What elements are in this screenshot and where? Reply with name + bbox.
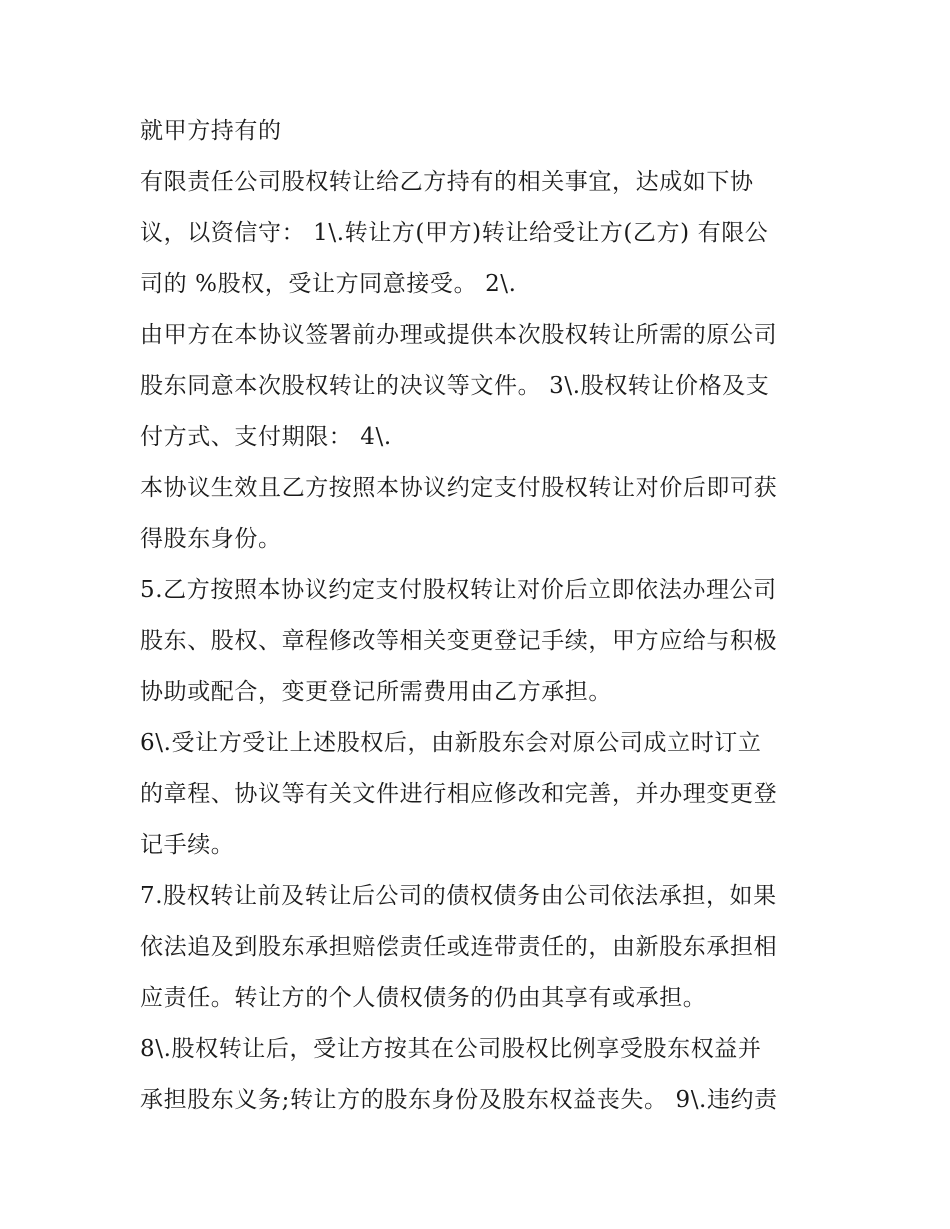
text-line: 的章程、协议等有关文件进行相应修改和完善，并办理变更登: [140, 781, 778, 807]
document-body: [140, 106, 840, 1126]
text-line: 议，以资信守： 1\.转让方(甲方)转让给受让方(乙方) 有限公: [140, 220, 769, 246]
text-line: 有限责任公司股权转让给乙方持有的相关事宜，达成如下协: [140, 169, 754, 195]
text-line: 6\.受让方受让上述股权后，由新股东会对原公司成立时订立: [140, 730, 762, 756]
text-line: 承担股东义务;转让方的股东身份及股东权益丧失。 9\.违约责: [140, 1087, 778, 1113]
text-line: 付方式、支付期限： 4\.: [140, 424, 392, 450]
text-line: 7.股权转让前及转让后公司的债权债务由公司依法承担，如果: [140, 883, 777, 909]
text-line: 协助或配合，变更登记所需费用由乙方承担。: [140, 679, 612, 705]
text-line: 由甲方在本协议签署前办理或提供本次股权转让所需的原公司: [140, 322, 778, 348]
text-line: 得股东身份。: [140, 526, 282, 552]
text-line: 5.乙方按照本协议约定支付股权转让对价后立即依法办理公司: [140, 577, 777, 603]
text-line: 就甲方持有的: [140, 118, 282, 144]
text-line: 股东同意本次股权转让的决议等文件。 3\.股权转让价格及支: [140, 373, 770, 399]
text-line: 司的 %股权，受让方同意接受。 2\.: [140, 271, 517, 297]
text-line: 8\.股权转让后，受让方按其在公司股权比例享受股东权益并: [140, 1036, 762, 1062]
text-line: 本协议生效且乙方按照本协议约定支付股权转让对价后即可获: [140, 475, 778, 501]
text-line: 记手续。: [140, 832, 235, 858]
text-line: 应责任。转让方的个人债权债务的仍由其享有或承担。: [140, 985, 707, 1011]
text-line: 股东、股权、章程修改等相关变更登记手续，甲方应给与积极: [140, 628, 778, 654]
text-line: 依法追及到股东承担赔偿责任或连带责任的，由新股东承担相: [140, 934, 778, 960]
